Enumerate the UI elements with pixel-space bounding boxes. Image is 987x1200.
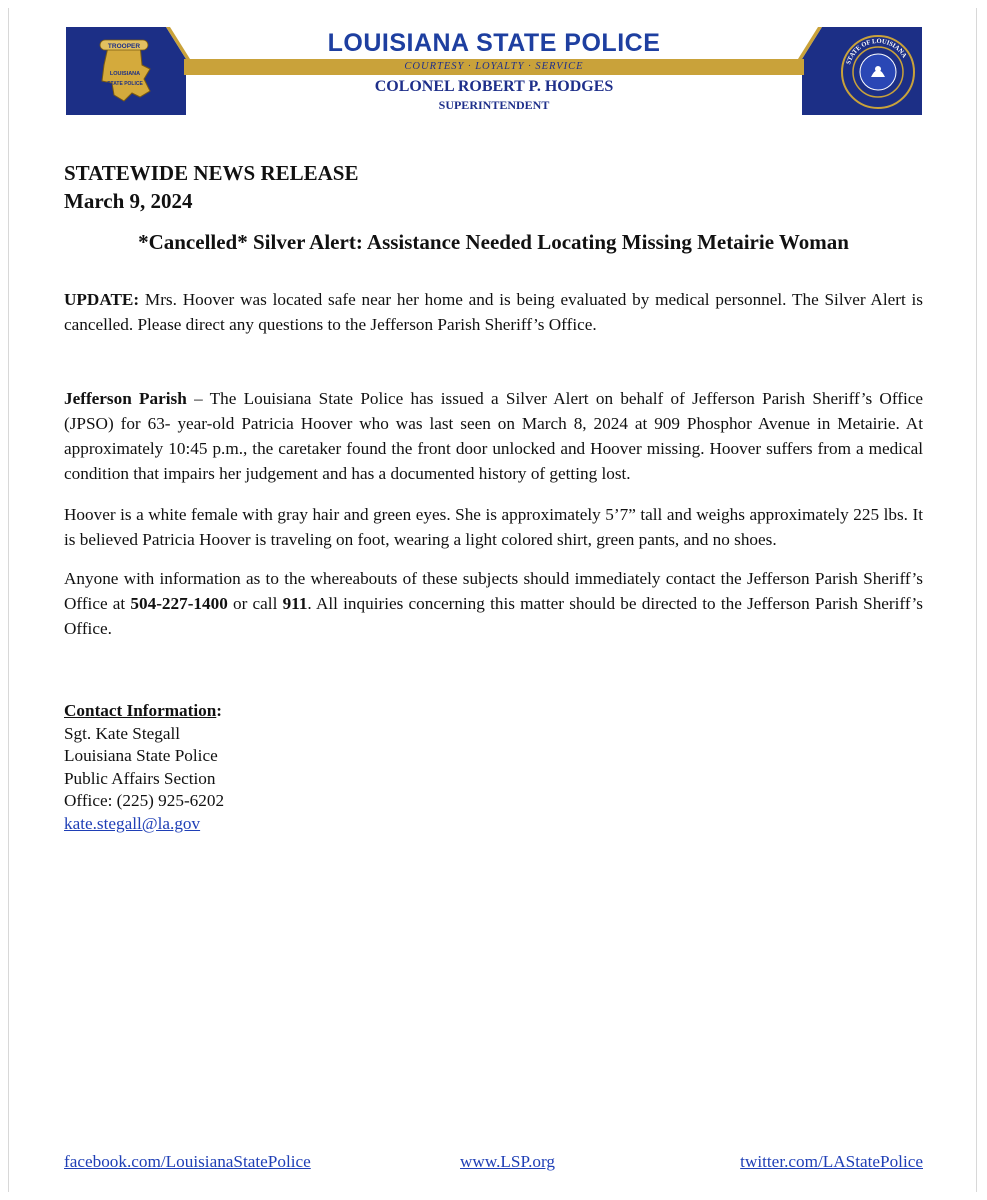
info-text-a: Anyone with information as to the whereabouts of these subjects should immediately contact the Jefferson Parish Sheriff’s Office at [64,569,923,613]
badge-text-state-police: STATE POLICE [107,81,143,87]
update-paragraph [64,287,923,337]
contact-heading [64,700,224,723]
contact-heading-colon: : [216,701,223,720]
contact-name: Sgt. Kate Stegall [64,723,180,743]
contact-section: Public Affairs Section [64,768,216,788]
intro-paragraph [64,386,923,486]
info-text-c: . All inquiries concerning this matter should be directed to the Jefferson Parish Sheriff’s Office. [64,594,923,638]
facebook-link[interactable]: facebook.com/LouisianaStatePolice [64,1152,311,1171]
contact-block [64,700,224,835]
twitter-link[interactable]: twitter.com/LAStatePolice [740,1152,923,1171]
trooper-badge-icon [78,35,168,113]
description-paragraph [64,502,923,552]
agency-title: LOUISIANA STATE POLICE [327,29,661,57]
info-paragraph [64,566,923,641]
superintendent-title: SUPERINTENDENT [438,98,550,112]
contact-office-phone: Office: (225) 925-6202 [64,791,225,810]
state-seal-icon [839,33,917,111]
superintendent-name: COLONEL ROBERT P. HODGES [374,78,614,95]
emergency-number: 911 [282,594,308,613]
release-type: STATEWIDE NEWS RELEASE [64,161,359,185]
description-text: Hoover is a white female with gray hair and green eyes. She is approximately 5’7” tall and weighs approximately 225 lbs. It is believed Patricia Hoover is traveling on foot, wearing a light colored shirt, green pants, and no shoes. [64,505,923,549]
intro-text: – The Louisiana State Police has issued a Silver Alert on behalf of Jefferson Parish Sheriff’s Office (JPSO) for 63- year-old Patricia Hoover who was last seen on March 8, 2024 at 909 Phosphor Avenue in Metairie. At approximately 10:45 p.m., the caretaker found the front door unlocked and Hoover missing. Hoover suffers from a medical condition that impairs her judgement and has a documented history of getting lost. [64,389,924,483]
seal-text: STATE OF LOUISIANA [845,37,908,66]
contact-email-link[interactable]: kate.stegall@la.gov [64,813,201,833]
contact-heading-text: Contact Information [64,701,217,720]
badge-text-trooper: TROOPER [107,43,141,50]
letterhead [66,27,922,115]
agency-motto: COURTESY · LOYALTY · SERVICE [404,61,584,72]
intro-location: Jefferson Parish [64,389,187,408]
contact-organization: Louisiana State Police [64,746,218,765]
release-date: March 9, 2024 [64,189,193,213]
update-text: Mrs. Hoover was located safe near her home and is being evaluated by medical personnel. The Silver Alert is cancelled. Please direct any questions to the Jefferson Parish Sheriff’s Office. [64,290,923,334]
release-headline: *Cancelled* Silver Alert: Assistance Needed Locating Missing Metairie Woman [138,230,849,254]
contact-phone-number: 504-227-1400 [130,594,228,613]
badge-text-louisiana: LOUISIANA [109,71,141,77]
info-text-b: or call [227,594,283,613]
website-link[interactable]: www.LSP.org [460,1152,556,1171]
update-label: UPDATE: [64,290,140,309]
